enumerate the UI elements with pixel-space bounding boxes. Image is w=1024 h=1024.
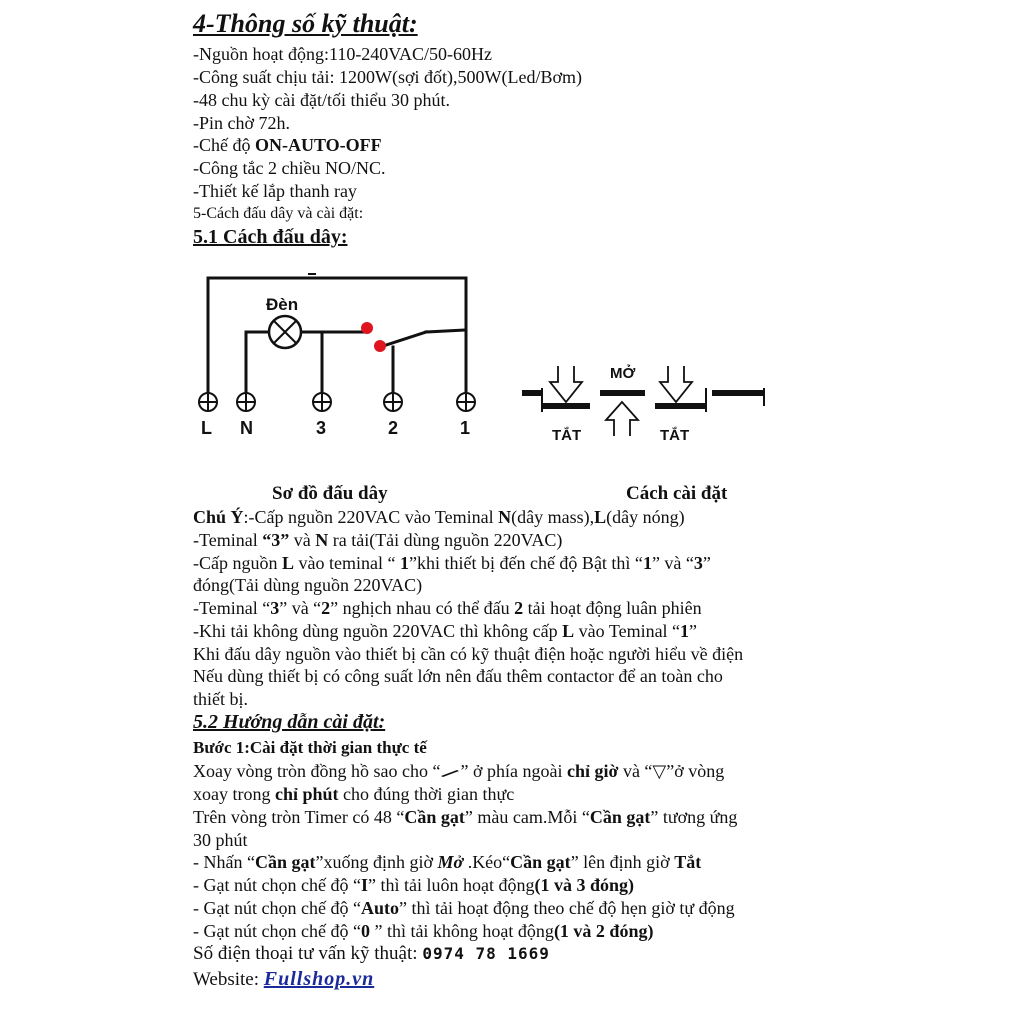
- setting-off-label: TẮT: [660, 427, 690, 444]
- spec-mode: [193, 134, 382, 156]
- spec-cycles: -48 chu kỳ cài đặt/tối thiểu 30 phút.: [193, 90, 450, 110]
- instruction-line: - Gạt nút chọn chế độ “0 ” thì tải không hoạt động(1 và 2 đóng): [193, 921, 654, 941]
- arrow-down-icon: [660, 366, 692, 402]
- terminal-label: 1: [460, 418, 471, 438]
- note-line: đóng(Tải dùng nguồn 220VAC): [193, 575, 423, 595]
- note-line: -Cấp nguồn L vào teminal “ 1”khi thiết bị đến chế độ Bật thì “1” và “3”: [193, 553, 711, 573]
- website-link[interactable]: Fullshop.vn: [263, 968, 375, 990]
- terminal-1-icon: [457, 393, 475, 411]
- terminal-3-icon: [313, 393, 331, 411]
- step-1-title: Bước 1:Cài đặt thời gian thực tế: [193, 738, 427, 757]
- wiring-diagram: [190, 260, 780, 450]
- setting-diagram: [522, 364, 764, 444]
- terminal-label: L: [201, 418, 212, 438]
- instruction-line: - Gạt nút chọn chế độ “I” thì tải luôn hoạt động(1 và 3 đóng): [193, 875, 634, 895]
- terminal-label: 2: [388, 418, 399, 438]
- note-line: thiết bị.: [193, 689, 248, 709]
- note-line: Nếu dùng thiết bị có công suất lớn nên đấu thêm contactor để an toàn cho: [193, 666, 723, 686]
- spec-power: -Nguồn hoạt động:110-240VAC/50-60Hz: [193, 44, 492, 64]
- terminal-label: N: [240, 418, 253, 438]
- terminal-2-icon: [384, 393, 402, 411]
- spec-mount: -Thiết kế lắp thanh ray: [193, 181, 357, 201]
- section-5-1-title: 5.1 Cách đấu dây:: [193, 226, 348, 248]
- terminal-label: 3: [316, 418, 327, 438]
- instruction-line: 30 phút: [193, 830, 248, 850]
- note-line: -Teminal “3” và “2” nghịch nhau có thể đấu 2 tải hoạt động luân phiên: [193, 598, 702, 618]
- arrow-down-icon: [550, 366, 582, 402]
- note-line: -Khi tải không dùng nguồn 220VAC thì không cấp L vào Teminal “1”: [193, 621, 698, 641]
- instruction-line: - Nhấn “Cần gạt”xuống định giờ Mở .Kéo“Cần gạt” lên định giờ Tắt: [193, 852, 702, 872]
- spec-mode-value: ON-AUTO-OFF: [255, 135, 382, 155]
- website-line: Website: Fullshop.vn: [193, 968, 375, 990]
- minute-marker-icon: ▽: [652, 761, 667, 781]
- note-line: -Teminal “3” và N ra tải(Tải dùng nguồn 220VAC): [193, 530, 563, 550]
- terminal-n-icon: [237, 393, 255, 411]
- instruction-line: Xoay vòng tròn đồng hồ sao cho “ ” ở phía ngoài chỉ giờ và “▽”ở vòng: [193, 761, 725, 781]
- lamp-label: Đèn: [266, 295, 299, 314]
- switch-contact-dot: [374, 340, 386, 352]
- phone-number: 0974 78 1669: [422, 944, 550, 963]
- hour-pointer-icon: [440, 768, 460, 778]
- section-5-2-title: 5.2 Hướng dẫn cài đặt:: [193, 711, 386, 733]
- setting-off-label: TẮT: [552, 427, 582, 444]
- instruction-line: Trên vòng tròn Timer có 48 “Cần gạt” màu cam.Mỗi “Cần gạt” tương ứng: [193, 807, 738, 827]
- spec-battery: -Pin chờ 72h.: [193, 113, 291, 133]
- instruction-line: xoay trong chỉ phút cho đúng thời gian thực: [193, 784, 515, 804]
- switch-contact-dot: [361, 322, 373, 334]
- lamp-icon: [269, 316, 301, 348]
- note-line: Chú Ý:-Cấp nguồn 220VAC vào Teminal N(dây mass),L(dây nóng): [193, 507, 685, 527]
- spec-load: -Công suất chịu tải: 1200W(sợi đốt),500W(Led/Bơm): [193, 67, 582, 87]
- section-5-heading: 5-Cách đấu dây và cài đặt:: [193, 205, 364, 222]
- setting-caption: Cách cài đặt: [626, 483, 728, 504]
- terminal-l-icon: [199, 393, 217, 411]
- arrow-up-icon: [606, 402, 638, 436]
- note-line: Khi đấu dây nguồn vào thiết bị cần có kỹ thuật điện hoặc người hiểu về điện: [193, 644, 744, 664]
- section-4-title: 4-Thông số kỹ thuật:: [193, 9, 418, 38]
- wiring-caption: Sơ đồ đấu dây: [272, 483, 388, 504]
- spec-mode-label: -Chế độ: [193, 135, 255, 155]
- hotline: Số điện thoại tư vấn kỹ thuật: 0974 78 1669: [193, 943, 550, 964]
- setting-open-label: MỞ: [610, 365, 636, 382]
- spec-switch: -Công tắc 2 chiều NO/NC.: [193, 158, 386, 178]
- instruction-line: - Gạt nút chọn chế độ “Auto” thì tải hoạt động theo chế độ hẹn giờ tự động: [193, 898, 735, 918]
